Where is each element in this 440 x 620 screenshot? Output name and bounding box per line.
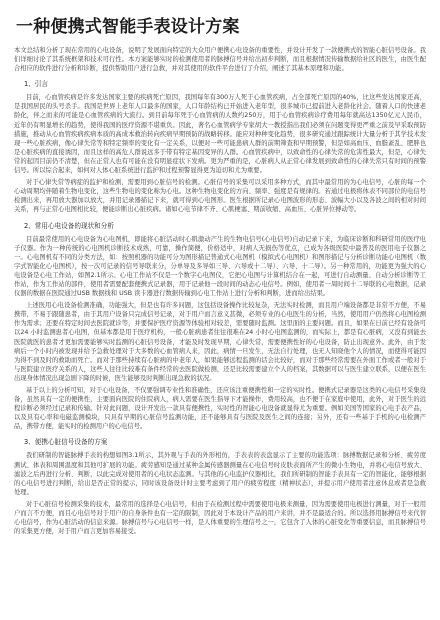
body-paragraph: 对于心脏信号检测采集的技术，最常用的选择是心电信号，但由于在检测过程中需要使用电极来测量，因为需要使用电极进行测量，对于一般用户而言不方便，而且心电信号对于用户的自身条件也有一定的限制，因此对于本设计产品的用户来讲，并不是最适合的。所以选择用脉搏信号来代替心电信号，作为心脏活动的信息来源。脉搏信号与心电信号一样，是人体重要的生理信号之一，它包含了人体的心脏变化等重要信息，而且脉搏信号的采集更方便，对于用户而言更加容易接受。 xyxy=(14,500,426,536)
body-paragraph: 基于以上的分析可知，对于心电设备，不仅要强调专业性和准确性，还应该注重便携性和一定的实时性。便携式记录器是这类的心电信号采集设备，虽然具有一定的便携性，主要面向医院的住院病人，病人需要在医生指导下才能操作，费用较高，也不便于在家庭中使用，此外，对于医生的远程诊断必须经过记录和传输。针对此问题，设计开发出一款具有便携性，实时性的智能心电设备就显得尤为重要。例如美国等国家的心电手表产品，以及具有心率和电磁监测模块，只具有早期的心脏信号监测功能，还不能够具有与医院及医生之间的连接；另外，还有一些基于手机的心电检测产品，携带方便，能实时的检测用户的心电信号。 xyxy=(14,387,426,431)
abstract-paragraph: 本文总结和分析了现在常用的心电设备，说明了发展面向特定的大众用户便携心电设备的重要性，并设计开发了一款便携式的智能心脏信号设备。我们详细讨论了其系统框架和技术可行性。本方案能够实时的检测使用者的脉搏信号并给出初步判断，而且根据情况传输数据给社区的医生，由医生配合相应的软件进行分析和诊断，提供帮助用户进行急救，并对其使用的软件平台进行了介绍，阐述了其基本原理和功能。 xyxy=(14,47,426,73)
body-paragraph: 目前最常使用的心电设备为心电图机，即能将心脏活动时心肌激动产生的生物电信号(心电信号)自动记录下来，为临床诊断和科研常用的医疗电子仪器。作为一种传统的心电图机诊断技术成熟，可靠，操作简便，价格适中，对病人无损伤等优点，已成为各级医院中最普及的医用电子仪器之一。心电图机有不同的分类方法，如：按照机器的功能可分为图形描记普通式心电图机（模拟式心电图机）和图形描记与分析诊断功能心电图机（数字式智能化心电图机），按一次可记录的信号导联来分，分单导及多导如三导、六导或十二导）、六导、十二导）。另一种常用的，功能更为强大的心电设备是心电工作站，如图2.1所示。心电工作站不仅是一个数字心电图仪，它把心电图与计算机结合在一起，可进行自动测量、自动分析诊断等工作站，作为工作站的部件，使用者需要配套便携式记录器，用于记录他一段时间的动态心电信号。例如，使用者一周时间十二导联的心电数据，记录仪器的数据在医院通过USB 数据线和 USB 读卡器进行数据传输到心电工作站上进行分析和判断，进而给出结果。 xyxy=(14,235,426,298)
body-paragraph: 我们研制的智能脉搏手表的构想如图3.1所示，其外观与手表的外形相仿，手表表的表盘显示了主要的功能选项：脉搏数据记录和分析、疲劳度测试、体表和周围温度和其他可扩展的功能。疲劳感知是通过某种金属传感器测量在心电信号时皮肤表面所产生的微小生物电，并将心电信号放大、滤波之后再进行分析、判断，以此完成对使用者的心电状态监测。与其他的心电监护仪器相比，我们所研制的智能手表具有一定的智能化，能够根据的心电信号进行判断，给出是否正常的提示，同时该设备设计时主要考虑到了用户的疲劳程度（精神状态），并提示用户使用者注意休息或者是急救处理。 xyxy=(14,452,426,496)
section-heading-scheme: 3、便携心脏信号设备的方案 xyxy=(24,438,108,447)
section-heading-introduction: 1、引言 xyxy=(24,80,48,89)
body-paragraph: 对于心律失常等病症的监护和检测，需要用到心脏信号的检测。心脏信号的采集可以采用多种方式，而其中最常用的为心电信号，心脏的每一个心动周期均伴随着生物电变化，这些生物电的变化称为心电。这种生物电变化的方向、频率、强度是有规律的。若通过电极将体表不同部位的电信号检测出来，再用放大器加以放大，并用记录器描记下来，就可得到心电图形。医生根据所记录心电图波形的形态、波幅大小以及各波之间的相对时间关系，再与正常心电图相比较，便能诊断出心脏疾病。诸如心电节律不齐、心肌梗塞、期前收缩、高血压、心脏异位搏动等。 xyxy=(14,179,426,214)
section-heading-devices: 2、常用心电设备的现状和分析 xyxy=(24,221,114,230)
document-title: 一种便携式智能手表设计方案 xyxy=(16,17,240,37)
body-paragraph: 目前，心血管疾病是许多发达国家主要的疾病死亡原因，我国每年有300万人死于心血管疾病，占全部死亡原因的40%，比这些发达国家还高，是我国居民的头号杀手。我国是世界上老年人口最多的国家，人口年龄结构已开始进入老年型，很多城市已提前进入老龄化社会。随着人口的快速老龄化，伴之而来的可能是心血管疾病的大流行。到目前每年死于心血管病的人数约250万，用于心血管疾病诊疗费用每年就高达1350亿元人民币，近年仍有明显增长的趋势，使得我国的医疗资源不堪重负。因此，著名心血管病学专家胡大一教授指出我们必须在问题变得更严重之前及早采取预防措施，推动从心血管疾病疾病本质的高成本救治转向疾病早期预防的战略转移。能应对种种变化趋势，很多研究通过跟踪统计大量分析于其学技术发现一些心脏疾病，像心律失常等和特定频率的变化有一定关系，以便对一些可能患病人群的前期筛查和早期预警，但是如高血压、血脂紊乱、肥胖也是心脏疾病的直接诱因，而且这样的高危人群说远多于带有特定基因变异的人群。心血管疾病中，以致命性的心律失常的危害性最大，但是，心律失常的起因目前仍不清楚，但在正常人也有可能在没有明显症状下发病。更为严重的是，心脏病人从正常心律发展到致命性的心律失常只有时间的预警信号。所以综合起来，如何对人体心脏系统进行监护和过程预警显得更为迫切和尤为重要。 xyxy=(14,94,426,175)
body-paragraph: 上述医用心电设备检测准确，功能强大，但是也有许多问题，这包括设备操作比较复杂，无法实时检测，而且用户端设备都是非常不方便，不易携带，不易于跟随患者，由于其用户设备只完成信号记录，对于用户而言意义甚微，必须专业的心电医生的分析，当然，使用用户仍然将心电图检测作为需求；还要在特定时间去医院就诊等，并要保护医疗资源等体验相对较差，需要随时监测。这里面的主要问题。而且，如果在日前已经有设备可以24 小时监测患者心电图，但基本都是用于医疗机构，一般心脏病患者往往很难在24 小时心电图监测的，而实际上，都是有心脏病，又没有到能去医院就医的患者才更加需要能够实时监测的心脏信号设备，才能及时发现早期，心律失常，需要便携性好的心电设备，防止出现意外。此外，由于发病后一个小时内被发现并给予急救处理对于大多数的心血管病人来，因此，病情一旦发生，无法自行处理，也无人知晓他个人的情况，而使得可能因为得不到及时的救助而死亡。而对于那些持续有心脏病的中老年人，如果能够远程监测的话会比较好，而对于那些经常需要在外面工作或者一般对于与医院建立医疗关系的人，这些人往往比较难有条件经常的去医院做检测，还是比较需要建立个人的档案，其数据可以与医生建立联系，以便在医生出现身体情况出现急剧下降的时候，医生能够及时判断出现急救的状况。 xyxy=(14,302,426,382)
